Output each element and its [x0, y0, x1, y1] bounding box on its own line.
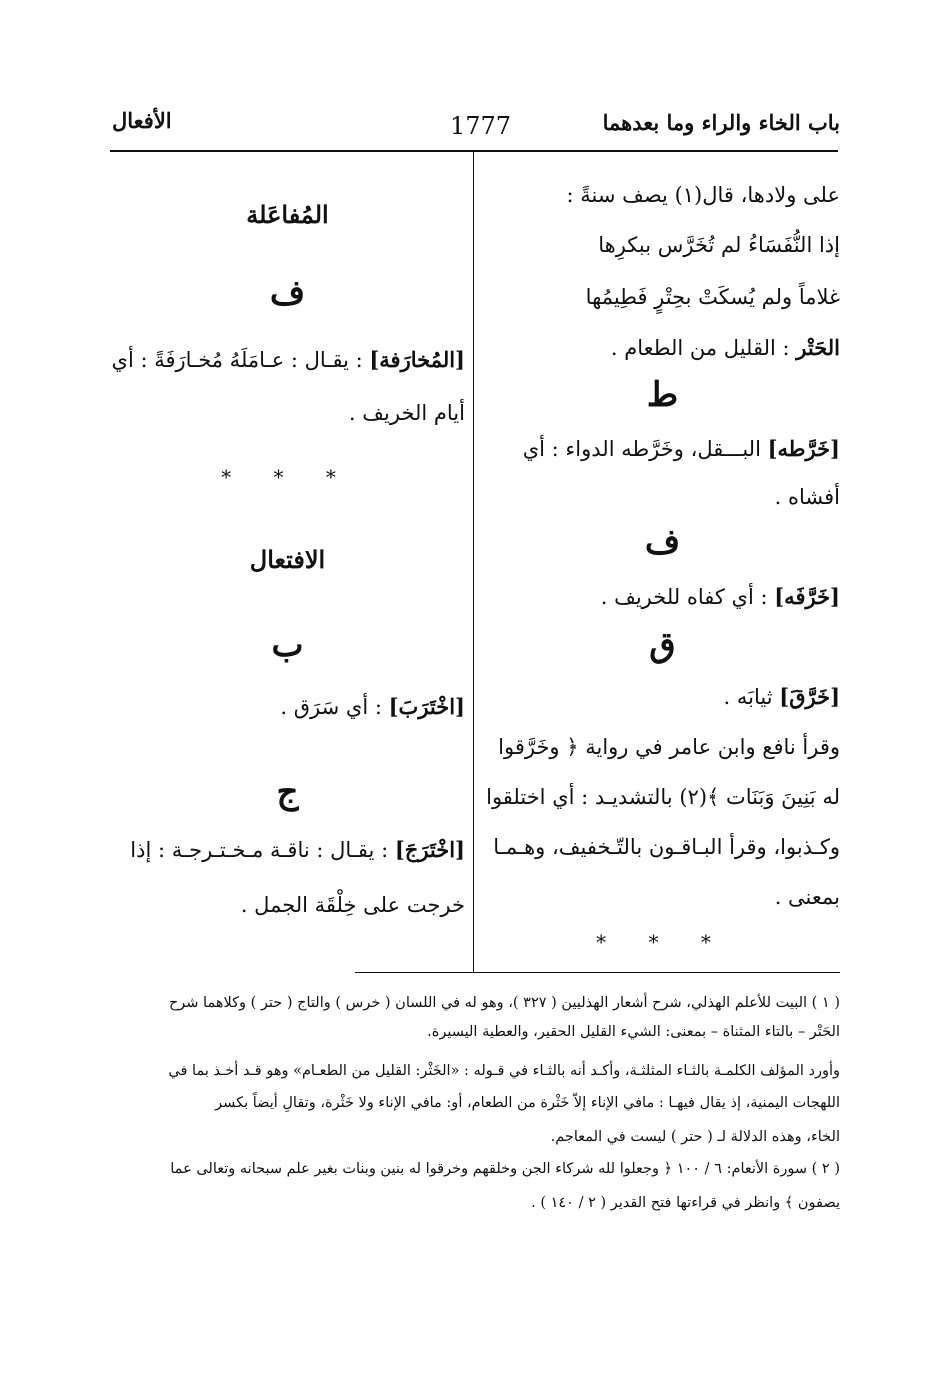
- letter-heading-fa: ف: [269, 273, 306, 313]
- entry-term: [خَرَّقَ]: [779, 684, 840, 709]
- entry-text: : يقـال : ناقـة مـخـتـرجـة : إذا: [130, 838, 395, 862]
- footnote-line: يصفون ﴾ وانظر في قراءتها فتح القدير ( ٢ / ١٤٠ ) .: [531, 1195, 840, 1211]
- section-heading-mufaala: المُفاعَلة: [246, 200, 329, 229]
- entry-line: [611, 333, 840, 363]
- entry-text: : يقـال : عـامَلَهُ مُخـارَفَةً : أي: [111, 348, 370, 372]
- entry-term: [اخْتَرَبَ]: [388, 694, 465, 719]
- entry-term: [اخْتَرَجَ]: [394, 837, 465, 862]
- section-heading-iftial: الافتعال: [249, 545, 326, 574]
- letter-heading-ta: ط: [646, 375, 679, 415]
- letter-heading-jim: ج: [276, 772, 299, 812]
- entry-term: [المُخارَفة]: [369, 347, 465, 372]
- footnote-1: ( ١ ) البيت للأعلم الهذلي، شرح أشعار الهذليين ( ٣٢٧ )، وهو له في اللسان ( خرس ) والتاج ( حتر ) وكلاهما شرح: [168, 995, 840, 1011]
- chapter-header: باب الخاء والراء وما بعدهما: [602, 110, 840, 135]
- entry-line: [280, 692, 465, 722]
- verse-line-1: إذا النُّفَسَاءُ لم تُخَرَّس ببكرِها: [598, 233, 840, 257]
- page-number: 1777: [450, 112, 512, 140]
- entry-term: [خَرَّفَه]: [774, 584, 840, 609]
- text-line: أيام الخريف .: [348, 401, 465, 425]
- footnote-line: وأورد المؤلف الكلمـة بالثـاء المثلثـة، وأكـد أنه بالثـاء في قـوله : «الخَثْر: القليل من الطعـام» وهو قـد أخـذ بما في: [168, 1063, 840, 1079]
- text-line: بمعنى .: [774, 885, 840, 909]
- letter-heading-ba: ب: [271, 625, 304, 665]
- verse-line-2: غلاماً ولم يُسكَتْ بحِتْرٍ فَطِيمُها: [585, 285, 840, 309]
- text-line: على ولادها، قال(١) يصف سنةً :: [566, 183, 840, 207]
- letter-heading-fa: ف: [644, 522, 681, 562]
- entry-line: [601, 582, 840, 612]
- footnote-2: ( ٢ ) سورة الأنعام: ٦ / ١٠٠ ﴿ وجعلوا لله شركاء الجن وخلقهم وخرقوا له بنين وبنات بغير علم سبحانه وتعالى عما: [170, 1161, 840, 1177]
- entry-text: : أي كفاه للخريف .: [600, 585, 775, 609]
- text-line: له بَنِينَ وَبَنَات ﴾(٢) بالتشديـد : أي اختلقوا: [486, 785, 840, 809]
- entry-term: الحَتْر: [796, 335, 840, 360]
- entry-term: [خَرَّطه]: [767, 436, 840, 461]
- entry-line: [724, 682, 840, 712]
- header-rule: [110, 150, 838, 152]
- entry-line: [130, 835, 465, 865]
- section-separator: * * *: [221, 465, 354, 489]
- column-divider: [473, 152, 474, 972]
- section-separator: * * *: [596, 930, 729, 954]
- entry-text: : أي سَرَق .: [280, 695, 389, 719]
- entry-text: ثيابَه .: [723, 685, 780, 709]
- entry-line: [112, 345, 465, 375]
- entry-line: [523, 434, 840, 464]
- entry-text: البـــقل، وخَرَّطه الدواء : أي: [522, 437, 768, 461]
- footnote-line: اللهجات اليمنية، إذ يقال فيهـا : مافي الإناء إلاّ خَثْرة من الطعام، أو: مافي الإناء ولا خَثْرة، وتقالِ أيضاً بكسر: [215, 1095, 840, 1111]
- letter-heading-qaf: ق: [649, 625, 676, 665]
- entry-text: : القليل من الطعام .: [610, 336, 797, 360]
- text-line: خرجت على خِلْقَة الجمل .: [240, 893, 465, 917]
- text-line: وكـذبوا، وقرأ البـاقـون بالتّـخفيف، وهـمـا: [493, 835, 840, 859]
- footnote-line: الحَتْر – بالتاء المثناة – بمعنى: الشيء القليل الحقير، والعطية اليسيرة.: [427, 1024, 840, 1040]
- footnote-line: الخاء، وهذه الدلالة لـ ( حتر ) ليست في المعاجم.: [550, 1129, 840, 1145]
- section-header: الأفعال: [112, 108, 172, 133]
- text-line: أفشاه .: [774, 485, 840, 509]
- footnote-rule: [355, 972, 840, 973]
- text-line: وقرأ نافع وابن عامر في رواية ﴿ وخَرَّقوا: [498, 735, 840, 759]
